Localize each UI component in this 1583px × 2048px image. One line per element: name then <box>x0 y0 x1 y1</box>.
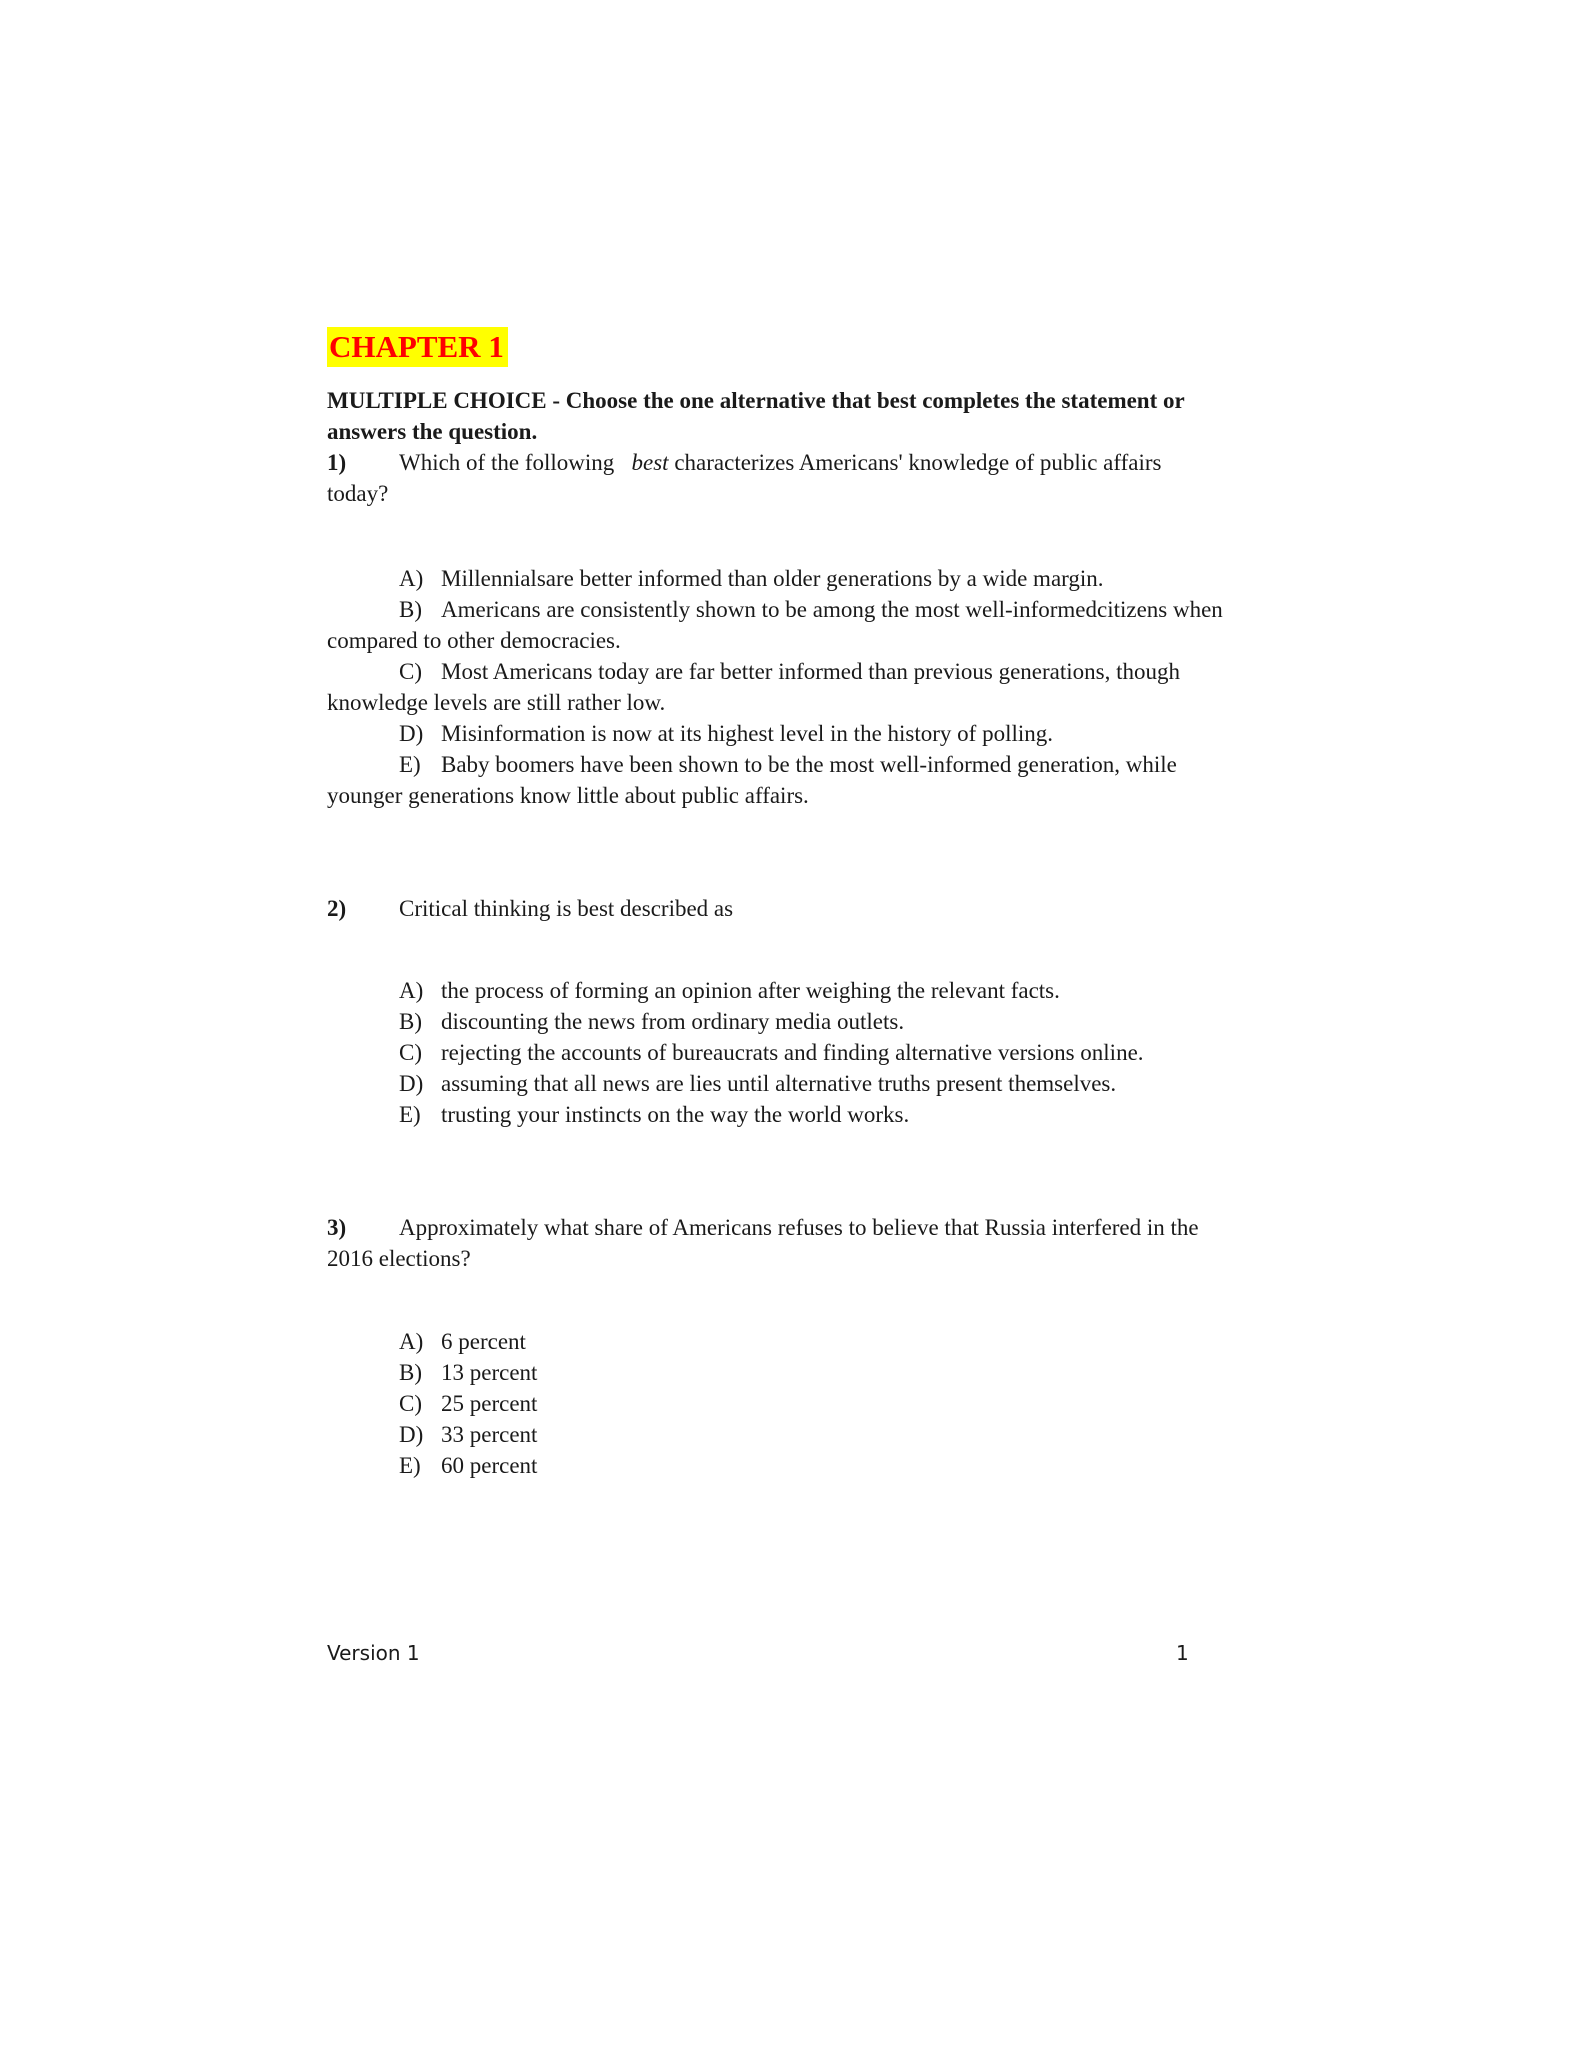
option-text-continuation: compared to other democracies. <box>327 628 621 653</box>
option-letter: A) <box>399 978 424 1003</box>
option-item <box>399 1419 537 1450</box>
option-item <box>399 1068 1116 1099</box>
option-letter: E) <box>399 1453 421 1478</box>
option-letter: C) <box>399 1391 422 1416</box>
option-letter: B) <box>399 1360 422 1385</box>
option-text: Misinformation is now at its highest level in the history of polling. <box>441 721 1054 746</box>
question-number: 1) <box>327 450 347 475</box>
option-letter: A) <box>399 566 424 591</box>
option-item <box>399 749 1177 780</box>
option-text: Millennialsare better informed than older generations by a wide margin. <box>441 566 1104 591</box>
option-text: trusting your instincts on the way the world works. <box>441 1102 910 1127</box>
option-item <box>399 1326 526 1357</box>
option-item <box>399 1388 537 1419</box>
option-item <box>399 1006 904 1037</box>
chapter-title: CHAPTER 1 <box>327 327 508 367</box>
option-item <box>399 594 1223 625</box>
option-letter: A) <box>399 1329 424 1354</box>
question-1-stem <box>327 447 1161 478</box>
option-text: assuming that all news are lies until alternative truths present themselves. <box>441 1071 1117 1096</box>
option-item <box>399 656 1180 687</box>
option-text: 33 percent <box>441 1422 538 1447</box>
option-text: the process of forming an opinion after weighing the relevant facts. <box>441 978 1060 1003</box>
question-1-stem-italic: best <box>631 450 669 475</box>
question-1-stem-before: Which of the following <box>399 450 615 475</box>
option-text: Baby boomers have been shown to be the most well-informed generation, while <box>441 752 1177 777</box>
option-letter: D) <box>399 1071 424 1096</box>
option-text: 13 percent <box>441 1360 538 1385</box>
question-3-stem-text: Approximately what share of Americans refuses to believe that Russia interfered in the <box>399 1215 1199 1240</box>
question-number: 3) <box>327 1215 347 1240</box>
instructions-line-2: answers the question. <box>327 419 538 444</box>
option-text: 6 percent <box>441 1329 526 1354</box>
option-item <box>399 1037 1144 1068</box>
option-text: discounting the news from ordinary media outlets. <box>441 1009 905 1034</box>
option-item <box>399 718 1053 749</box>
question-3-stem <box>327 1212 1199 1243</box>
option-text-continuation: younger generations know little about public affairs. <box>327 783 809 808</box>
option-letter: C) <box>399 659 422 684</box>
option-text: Americans are consistently shown to be among the most well-informedcitizens when <box>441 597 1223 622</box>
option-text: 60 percent <box>441 1453 538 1478</box>
question-1-stem-after: characterizes Americans' knowledge of public affairs <box>674 450 1162 475</box>
option-item <box>399 1450 537 1481</box>
option-letter: B) <box>399 597 422 622</box>
question-3-stem-continuation: 2016 elections? <box>327 1246 471 1271</box>
option-letter: E) <box>399 752 421 777</box>
question-number: 2) <box>327 896 347 921</box>
footer-version: Version 1 <box>327 1641 420 1665</box>
question-2-stem-text: Critical thinking is best described as <box>399 896 734 921</box>
option-letter: D) <box>399 721 424 746</box>
option-letter: C) <box>399 1040 422 1065</box>
question-1-stem-continuation: today? <box>327 481 389 506</box>
option-item <box>399 563 1104 594</box>
footer-page-number: 1 <box>1176 1641 1189 1665</box>
option-letter: E) <box>399 1102 421 1127</box>
option-text: rejecting the accounts of bureaucrats and finding alternative versions online. <box>441 1040 1144 1065</box>
option-text-continuation: knowledge levels are still rather low. <box>327 690 666 715</box>
option-letter: B) <box>399 1009 422 1034</box>
option-text: 25 percent <box>441 1391 538 1416</box>
option-item <box>399 975 1060 1006</box>
option-item <box>399 1099 909 1130</box>
question-2-stem <box>327 893 733 924</box>
option-letter: D) <box>399 1422 424 1447</box>
option-item <box>399 1357 537 1388</box>
instructions-line-1: MULTIPLE CHOICE - Choose the one alternative that best completes the statement or <box>327 388 1185 413</box>
option-text: Most Americans today are far better informed than previous generations, though <box>441 659 1180 684</box>
